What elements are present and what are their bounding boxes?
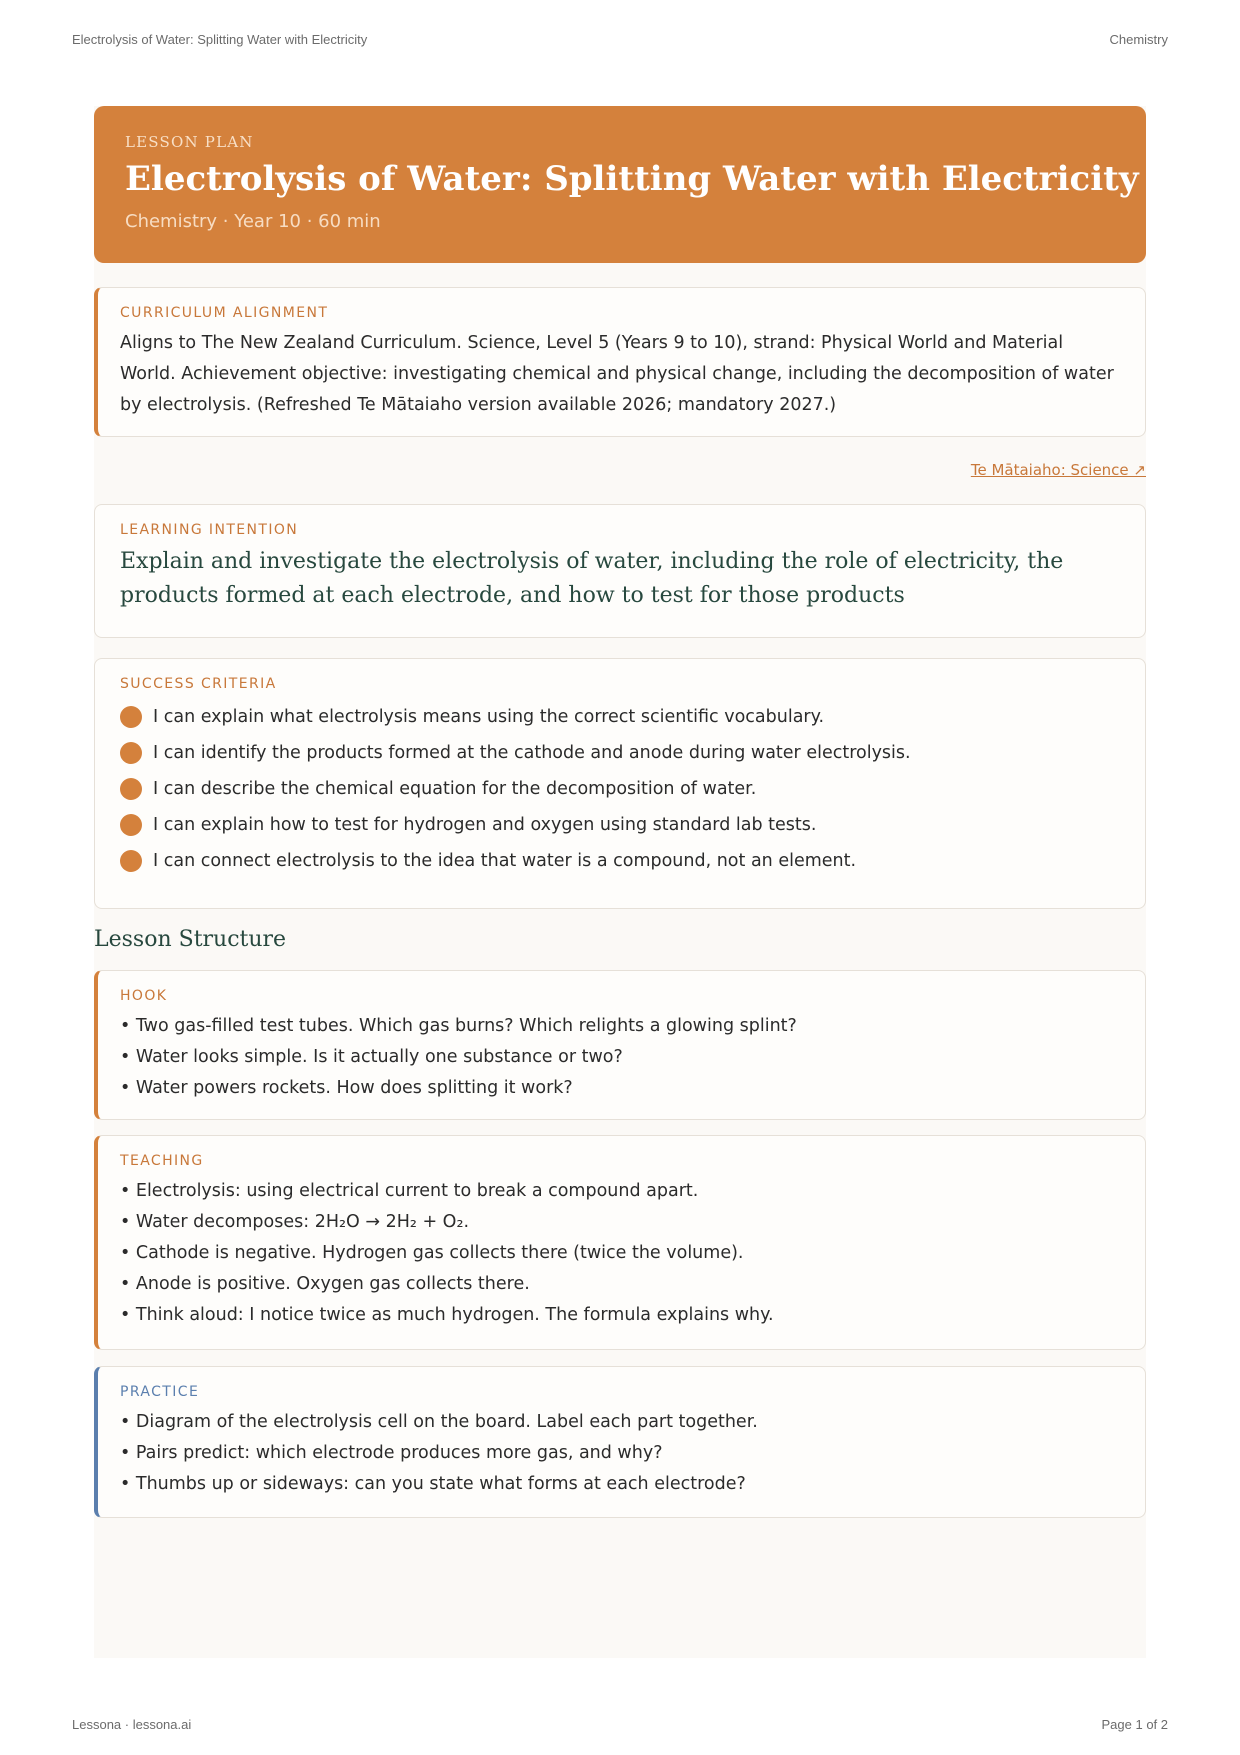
lesson-title: Electrolysis of Water: Splitting Water with Electricity [125,159,1139,199]
teaching-item: • Electrolysis: using electrical current to break a compound apart. [120,1181,699,1201]
curriculum-text: Aligns to The New Zealand Curriculum. Science, Level 5 (Years 9 to 10), strand: Physical World and Material World. Achievement objective: investigating chemical and physical change, including the decomposition of water by electrolysis. (Refreshed Te Mātaiaho version available 2026; mandatory 2027.) [120,333,1114,415]
practice-item: • Thumbs up or sideways: can you state what forms at each electrode? [120,1474,746,1494]
criterion-text: I can explain how to test for hydrogen and oxygen using standard lab tests. [153,815,817,835]
bullet-dot-icon [120,814,142,836]
hook-label: HOOK [120,988,168,1004]
curriculum-label: CURRICULUM ALIGNMENT [120,305,329,321]
header-subject: Chemistry [1109,32,1168,47]
curriculum-link[interactable]: Te Mātaiaho: Science ↗ [970,461,1146,479]
hook-item: • Two gas-filled test tubes. Which gas burns? Which relights a glowing splint? [120,1016,797,1036]
bullet-dot-icon [120,742,142,764]
criterion-item [120,735,1121,771]
hook-item: • Water looks simple. Is it actually one substance or two? [120,1047,623,1067]
lesson-structure-heading: Lesson Structure [94,927,287,952]
learning-intention-label: LEARNING INTENTION [120,522,299,538]
practice-list [120,1407,1121,1500]
criterion-text: I can connect electrolysis to the idea that water is a compound, not an element. [153,851,857,871]
success-criteria-label: SUCCESS CRITERIA [120,676,277,692]
teaching-card [94,1135,1146,1350]
success-criteria-list [120,699,1121,879]
criterion-item [120,807,1121,843]
criterion-item [120,843,1121,879]
curriculum-card [94,287,1146,437]
practice-item: • Diagram of the electrolysis cell on the board. Label each part together. [120,1412,758,1432]
hook-item: • Water powers rockets. How does splitting it work? [120,1078,573,1098]
learning-intention-card [94,504,1146,638]
criterion-text: I can explain what electrolysis means using the correct scientific vocabulary. [153,707,825,727]
bullet-dot-icon [120,778,142,800]
criterion-item [120,771,1121,807]
practice-label: PRACTICE [120,1384,200,1400]
teaching-item: • Anode is positive. Oxygen gas collects there. [120,1274,530,1294]
teaching-list [120,1176,1121,1331]
page-header [72,32,1168,47]
banner-eyebrow: LESSON PLAN [125,133,254,151]
lesson-meta: Chemistry · Year 10 · 60 min [125,211,381,232]
hook-card [94,970,1146,1120]
learning-intention-text: Explain and investigate the electrolysis of water, including the role of electricity, the products formed at each electrode, and how to test for those products [120,549,1064,608]
bullet-dot-icon [120,706,142,728]
teaching-item: • Cathode is negative. Hydrogen gas collects there (twice the volume). [120,1243,744,1263]
teaching-item: • Think aloud: I notice twice as much hydrogen. The formula explains why. [120,1305,774,1325]
teaching-item: • Water decomposes: 2H₂O → 2H₂ + O₂. [120,1212,470,1232]
success-criteria-card [94,658,1146,909]
criterion-text: I can identify the products formed at the cathode and anode during water electrolysis. [153,743,911,763]
criterion-item [120,699,1121,735]
practice-card [94,1366,1146,1518]
criterion-text: I can describe the chemical equation for the decomposition of water. [153,779,757,799]
hook-list [120,1011,1121,1104]
lesson-banner [94,106,1146,263]
page-number: Page 1 of 2 [1101,1717,1168,1732]
practice-item: • Pairs predict: which electrode produces more gas, and why? [120,1443,663,1463]
teaching-label: TEACHING [120,1153,204,1169]
page-footer [72,1717,1168,1732]
footer-brand: Lessona · lessona.ai [72,1717,192,1732]
header-document-title: Electrolysis of Water: Splitting Water with Electricity [72,32,368,47]
bullet-dot-icon [120,850,142,872]
